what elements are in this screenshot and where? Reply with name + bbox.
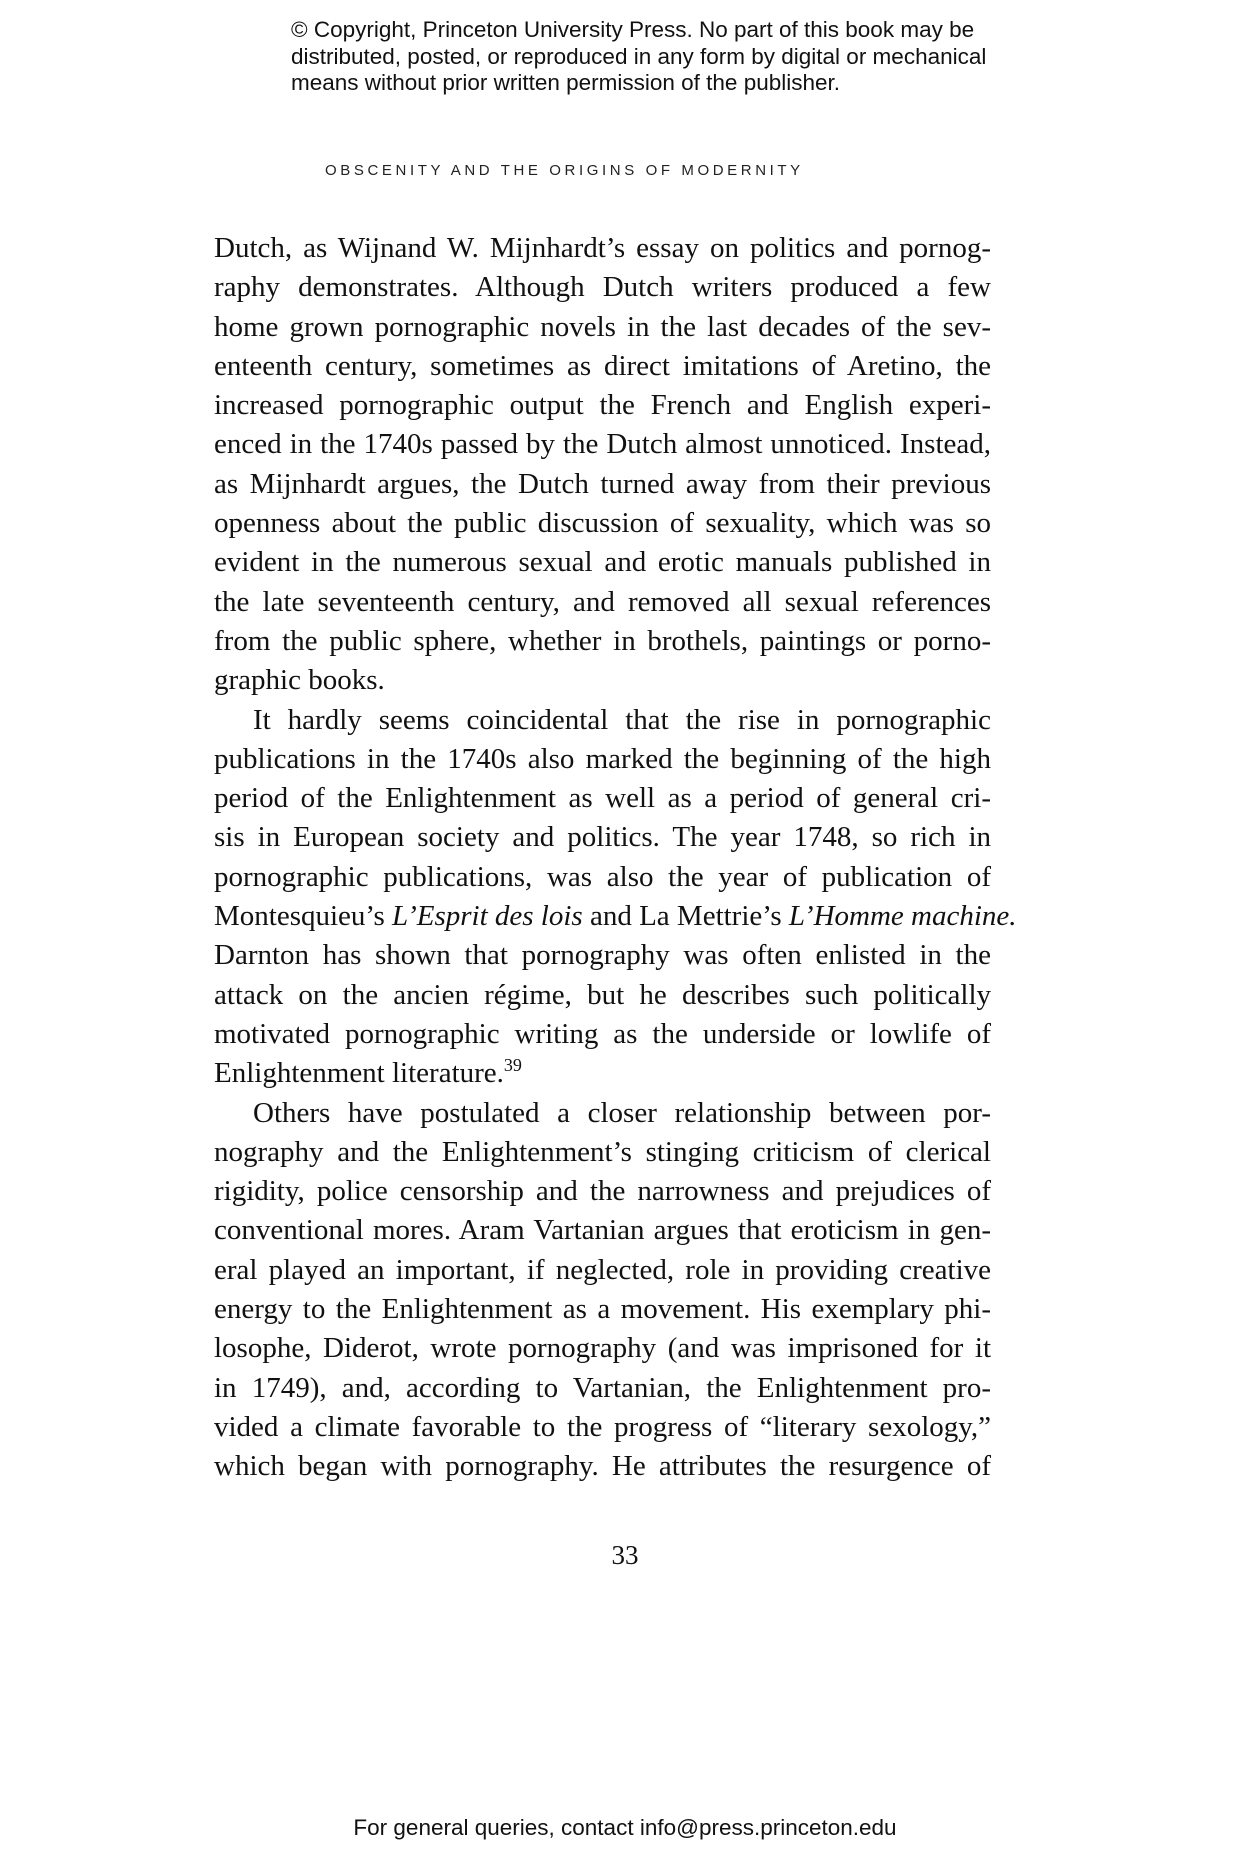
- text-line: energy to the Enlightenment as a movement. His exemplary phi-: [214, 1293, 991, 1326]
- copyright-line: distributed, posted, or reproduced in any form by digital or mechanical: [291, 43, 987, 69]
- text-line: raphy demonstrates. Although Dutch writers produced a few: [214, 271, 991, 304]
- text-line: nography and the Enlightenment’s stinging criticism of clerical: [214, 1135, 991, 1168]
- text-line: home grown pornographic novels in the last decades of the sev-: [214, 310, 991, 343]
- text-line: increased pornographic output the French and English experi-: [214, 389, 991, 422]
- text-line: eral played an important, if neglected, role in providing creative: [214, 1253, 991, 1286]
- book-title: L’Homme machine.: [788, 900, 1017, 933]
- copyright-notice: [291, 17, 1071, 97]
- text-line: attack on the ancien régime, but he describes such politically: [214, 978, 991, 1011]
- text-line: Others have postulated a closer relationship between por-: [253, 1096, 991, 1129]
- text-line: Darnton has shown that pornography was often enlisted in the: [214, 939, 991, 972]
- text-line: rigidity, police censorship and the narrowness and prejudices of: [214, 1175, 991, 1208]
- text-line: losophe, Diderot, wrote pornography (and was imprisoned for it: [214, 1332, 991, 1365]
- text-line: publications in the 1740s also marked the beginning of the high: [214, 742, 991, 775]
- text-line: pornographic publications, was also the year of publication of: [214, 860, 991, 893]
- paragraph: [214, 229, 991, 701]
- page-number: 33: [611, 1540, 639, 1570]
- text-line: which began with pornography. He attributes the resurgence of: [214, 1450, 991, 1483]
- text-line: [214, 1054, 991, 1093]
- paragraph: [214, 1094, 991, 1487]
- text-run: and La Mettrie’s: [582, 900, 789, 933]
- text-line: conventional mores. Aram Vartanian argues that eroticism in gen-: [214, 1214, 991, 1247]
- copyright-line: © Copyright, Princeton University Press. No part of this book may be: [291, 17, 975, 42]
- text-line: from the public sphere, whether in brothels, paintings or porno-: [214, 624, 991, 657]
- text-line: period of the Enlightenment as well as a period of general cri-: [214, 782, 991, 815]
- text-line: motivated pornographic writing as the underside or lowlife of: [214, 1017, 991, 1050]
- footer-contact: For general queries, contact info@press.princeton.edu: [353, 1815, 897, 1840]
- text-line: the late seventeenth century, and removed all sexual references: [214, 585, 991, 618]
- running-head: OBSCENITY AND THE ORIGINS OF MODERNITY: [325, 162, 804, 179]
- footnote-ref[interactable]: 39: [503, 1055, 522, 1076]
- paragraph: [214, 701, 1017, 1094]
- text-line: sis in European society and politics. The year 1748, so rich in: [214, 821, 991, 854]
- text-line: [214, 897, 1017, 936]
- text-line: Dutch, as Wijnand W. Mijnhardt’s essay on politics and pornog-: [214, 232, 991, 264]
- text-run: Enlightenment literature.: [214, 1057, 504, 1090]
- text-line: enced in the 1740s passed by the Dutch almost unnoticed. Instead,: [214, 428, 991, 461]
- text-line: vided a climate favorable to the progress of “literary sexology,”: [214, 1410, 991, 1443]
- text-line: evident in the numerous sexual and erotic manuals published in: [214, 546, 991, 579]
- body-text: [214, 229, 1017, 1487]
- text-line: openness about the public discussion of sexuality, which was so: [214, 507, 991, 540]
- text-line: as Mijnhardt argues, the Dutch turned away from their previous: [214, 467, 991, 500]
- text-line: graphic books.: [214, 664, 385, 697]
- book-title: L’Esprit des lois: [392, 900, 583, 933]
- copyright-line: means without prior written permission of the publisher.: [291, 70, 841, 95]
- text-run: Montesquieu’s: [214, 900, 393, 933]
- text-line: It hardly seems coincidental that the rise in pornographic: [253, 703, 991, 736]
- text-line: enteenth century, sometimes as direct imitations of Aretino, the: [214, 349, 991, 382]
- text-line: in 1749), and, according to Vartanian, the Enlightenment pro-: [214, 1371, 991, 1404]
